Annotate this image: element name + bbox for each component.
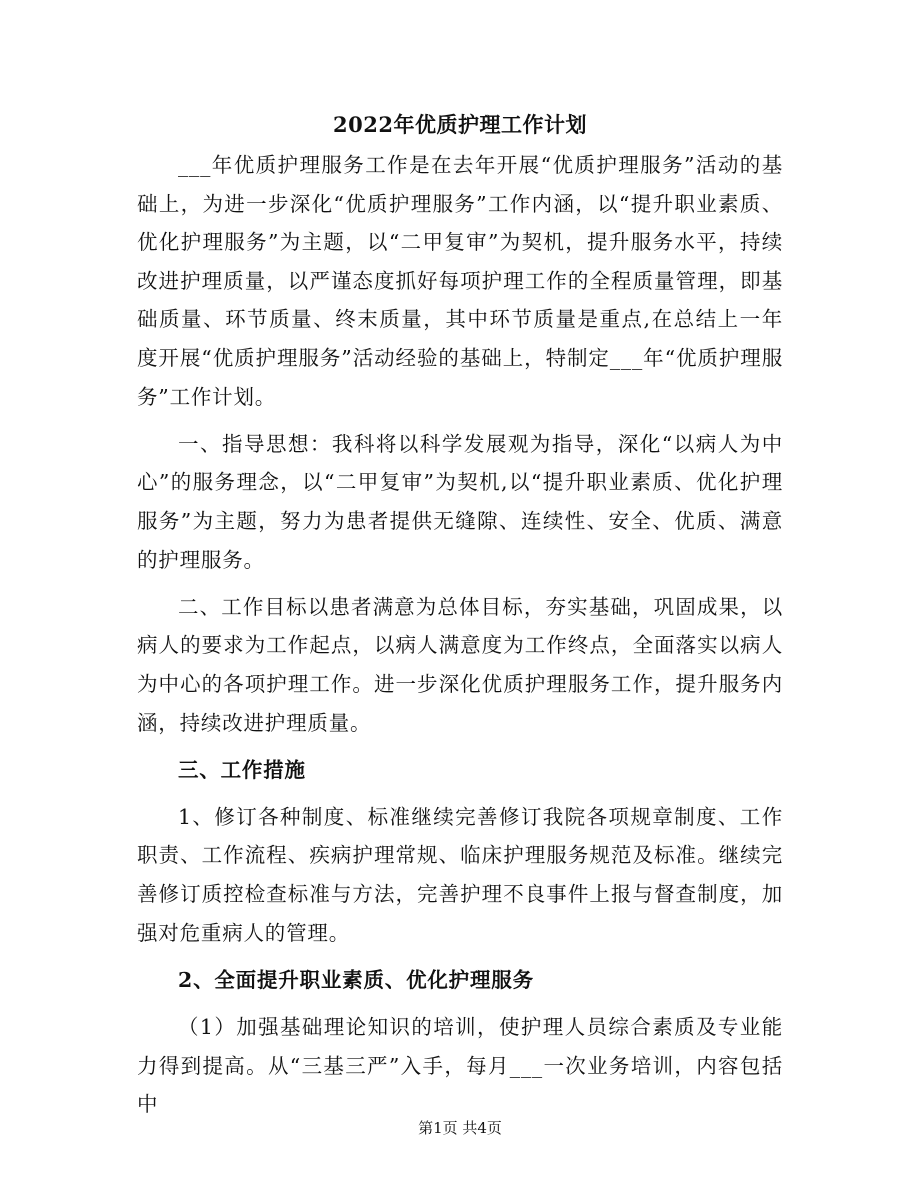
page-number: 第1页 共4页 xyxy=(418,1119,502,1137)
paragraph-intro: ___年优质护理服务工作是在去年开展“优质护理服务”活动的基础上，为进一步深化“优质护理服务”工作内涵，以“提升职业素质、优化护理服务”为主题，以“二甲复审”为契机，提升服务水平，持续改进护理质量，以严谨态度抓好每项护理工作的全程质量管理，即基础质量、环节质量、终末质量，其中环节质量是重点,在总结上一年度开展“优质护理服务”活动经验的基础上，特制定___年“优质护理服务”工作计划。 xyxy=(137,153,783,409)
paragraph-measure-1: 1、修订各种制度、标准继续完善修订我院各项规章制度、工作职责、工作流程、疾病护理常规、临床护理服务规范及标准。继续完善修订质控检查标准与方法，完善护理不良事件上报与督查制度，加强对危重病人的管理。 xyxy=(137,804,783,945)
paragraph-work-goals: 二、工作目标以患者满意为总体目标，夯实基础，巩固成果，以病人的要求为工作起点，以病人满意度为工作终点，全面落实以病人为中心的各项护理工作。进一步深化优质护理服务工作，提升服务内涵，持续改进护理质量。 xyxy=(137,594,783,735)
paragraph-measure-2-1: （1）加强基础理论知识的培训，使护理人员综合素质及专业能力得到提高。从“三基三严”入手，每月___一次业务培训，内容包括中 xyxy=(137,1015,783,1117)
document-title: 2022年优质护理工作计划 xyxy=(333,112,587,137)
paragraph-guiding-ideology: 一、指导思想：我科将以科学发展观为指导，深化“以病人为中心”的服务理念，以“二甲复审”为契机,以“提升职业素质、优化护理服务”为主题，努力为患者提供无缝隙、连续性、安全、优质、满意的护理服务。 xyxy=(137,431,783,572)
subsection-heading-measure-2: 2、全面提升职业素质、优化护理服务 xyxy=(178,967,534,992)
section-heading-work-measures: 三、工作措施 xyxy=(178,757,306,782)
document-body xyxy=(137,146,783,1124)
